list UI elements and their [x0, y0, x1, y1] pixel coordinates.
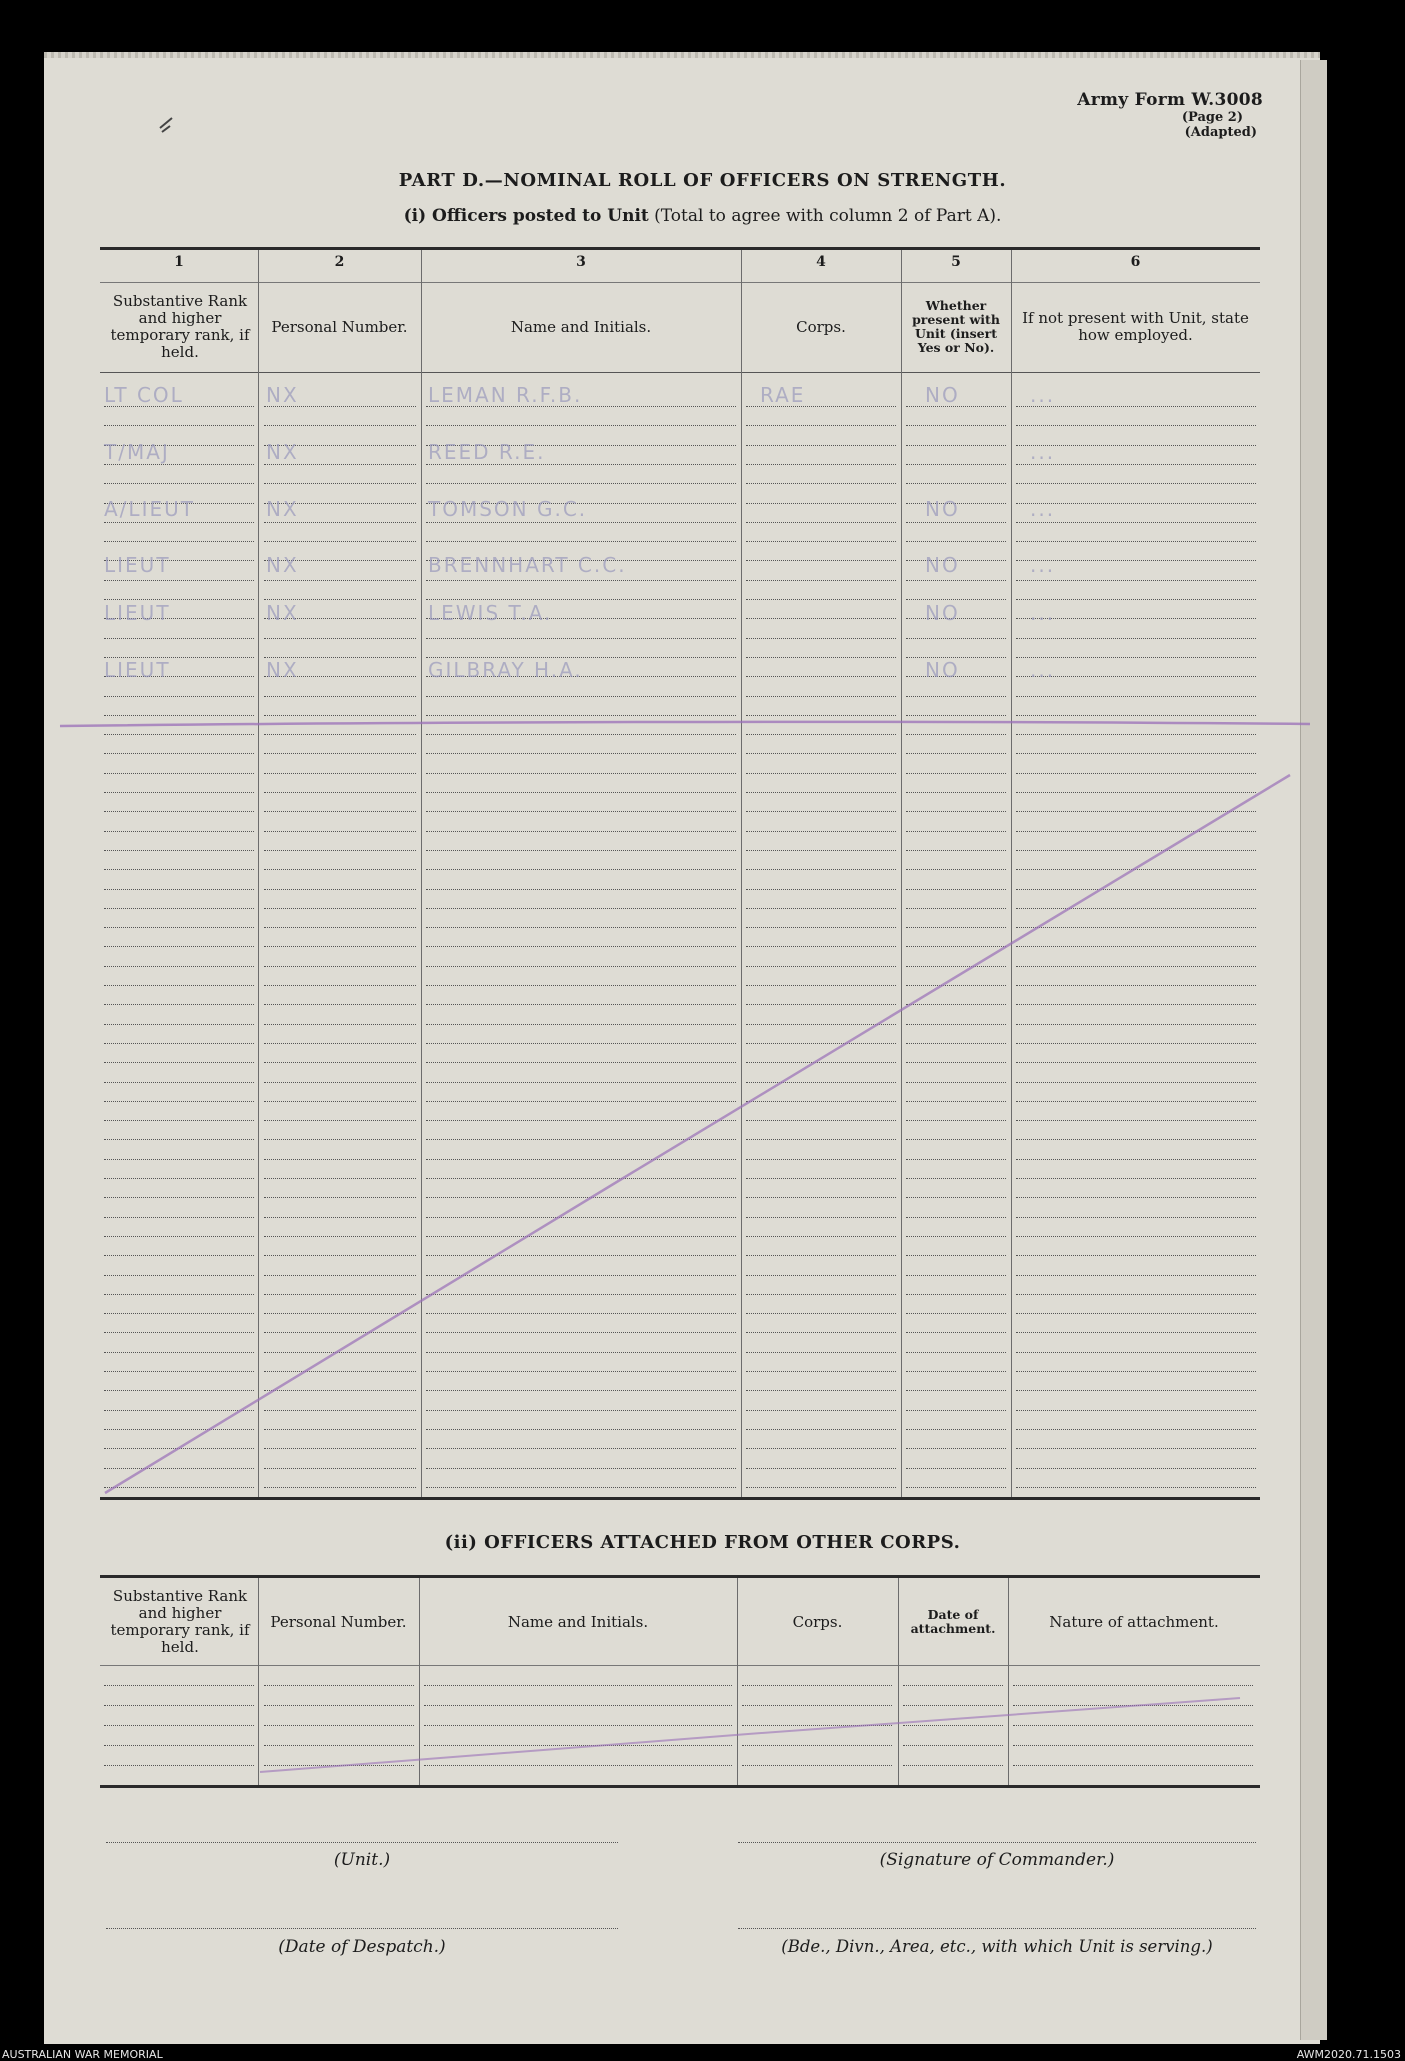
- section-ii-cancel-line: [260, 1698, 1240, 1772]
- entry-number: NX: [266, 383, 299, 407]
- col-number: 2: [334, 254, 345, 270]
- entry-present: NO: [925, 658, 960, 682]
- table-ii-header-nature-attachment: Nature of attachment.: [1049, 1612, 1219, 1631]
- entry-rank: LIEUT: [104, 553, 171, 577]
- signature-label: (Signature of Commander.): [879, 1850, 1115, 1870]
- entry-employed: ...: [1030, 658, 1056, 682]
- section-i-note: (Total to agree with column 2 of Part A).: [654, 206, 1002, 226]
- entry-number: NX: [266, 553, 299, 577]
- header-rank: Substantive Rank and higher temporary rank, if held.: [110, 292, 250, 361]
- entry-number: NX: [266, 440, 299, 464]
- date-of-despatch-label: (Date of Despatch.): [278, 1937, 446, 1957]
- form-number: Army Form W.3008: [1077, 90, 1263, 110]
- entry-number: NX: [266, 601, 299, 625]
- credit-left: AUSTRALIAN WAR MEMORIAL: [2, 2048, 163, 2061]
- tick-mark: [160, 118, 172, 132]
- part-title: PART D.—NOMINAL ROLL OF OFFICERS ON STRENGTH.: [398, 170, 1007, 191]
- col-number: 5: [951, 254, 961, 270]
- entry-name: LEMAN R.F.B.: [428, 383, 583, 407]
- header-how-employed: If not present with Unit, state how employed.: [1022, 309, 1249, 344]
- entry-rank: LIEUT: [104, 601, 171, 625]
- entry-rank: LIEUT: [104, 658, 171, 682]
- bde-divn-label: (Bde., Divn., Area, etc., with which Unit is serving.): [781, 1937, 1213, 1956]
- section-ii-title: (ii) OFFICERS ATTACHED FROM OTHER CORPS.: [444, 1532, 961, 1553]
- entry-name: GILBRAY H.A.: [428, 658, 583, 682]
- table-ii-header-rank: Substantive Rank and higher temporary rank, if held.: [110, 1587, 250, 1656]
- form-adapted: (Adapted): [1184, 125, 1257, 140]
- entry-rank: T/MAJ: [104, 440, 170, 464]
- entry-present: NO: [925, 497, 960, 521]
- col-number: 3: [576, 254, 586, 270]
- entry-name: REED R.E.: [428, 440, 546, 464]
- entry-present: NO: [925, 601, 960, 625]
- entry-rank: LT COL: [104, 383, 184, 407]
- header-name-initials: Name and Initials.: [510, 317, 652, 336]
- entry-employed: ...: [1030, 440, 1056, 464]
- entry-employed: ...: [1030, 601, 1056, 625]
- table-ii-header-corps: Corps.: [792, 1612, 843, 1631]
- table-ii-header-personal-number: Personal Number.: [270, 1612, 407, 1631]
- unit-label: (Unit.): [333, 1850, 391, 1870]
- entry-number: NX: [266, 658, 299, 682]
- table-ii-header-name-initials: Name and Initials.: [507, 1612, 649, 1631]
- horizontal-cancel-line: [60, 722, 1310, 726]
- header-corps: Corps.: [796, 317, 846, 336]
- col-number: 4: [816, 254, 826, 270]
- credit-right: AWM2020.71.1503: [1296, 2048, 1401, 2061]
- entry-rank: A/LIEUT: [104, 497, 195, 521]
- entry-present: NO: [925, 553, 960, 577]
- col-number: 6: [1130, 254, 1141, 270]
- header-personal-number: Personal Number.: [271, 317, 408, 336]
- diagonal-cancel-line: [105, 775, 1290, 1493]
- entry-employed: ...: [1030, 553, 1056, 577]
- entry-name: BRENNHART C.C.: [428, 553, 627, 577]
- section-i-lead: (i) Officers posted to Unit: [403, 206, 649, 226]
- entry-name: LEWIS T.A.: [428, 601, 553, 625]
- entry-name: TOMSON G.C.: [428, 497, 588, 521]
- entry-number: NX: [266, 497, 299, 521]
- col-number: 1: [174, 254, 184, 270]
- header-whether-present: Whether present with Unit (insert Yes or No).: [912, 298, 1000, 355]
- entry-present: NO: [925, 383, 960, 407]
- form-page: (Page 2): [1181, 110, 1243, 125]
- entry-employed: ...: [1030, 497, 1056, 521]
- table-ii-header-date-attachment: Date of attachment.: [910, 1607, 996, 1636]
- entry-corps: RAE: [760, 383, 806, 407]
- entry-employed: ...: [1030, 383, 1056, 407]
